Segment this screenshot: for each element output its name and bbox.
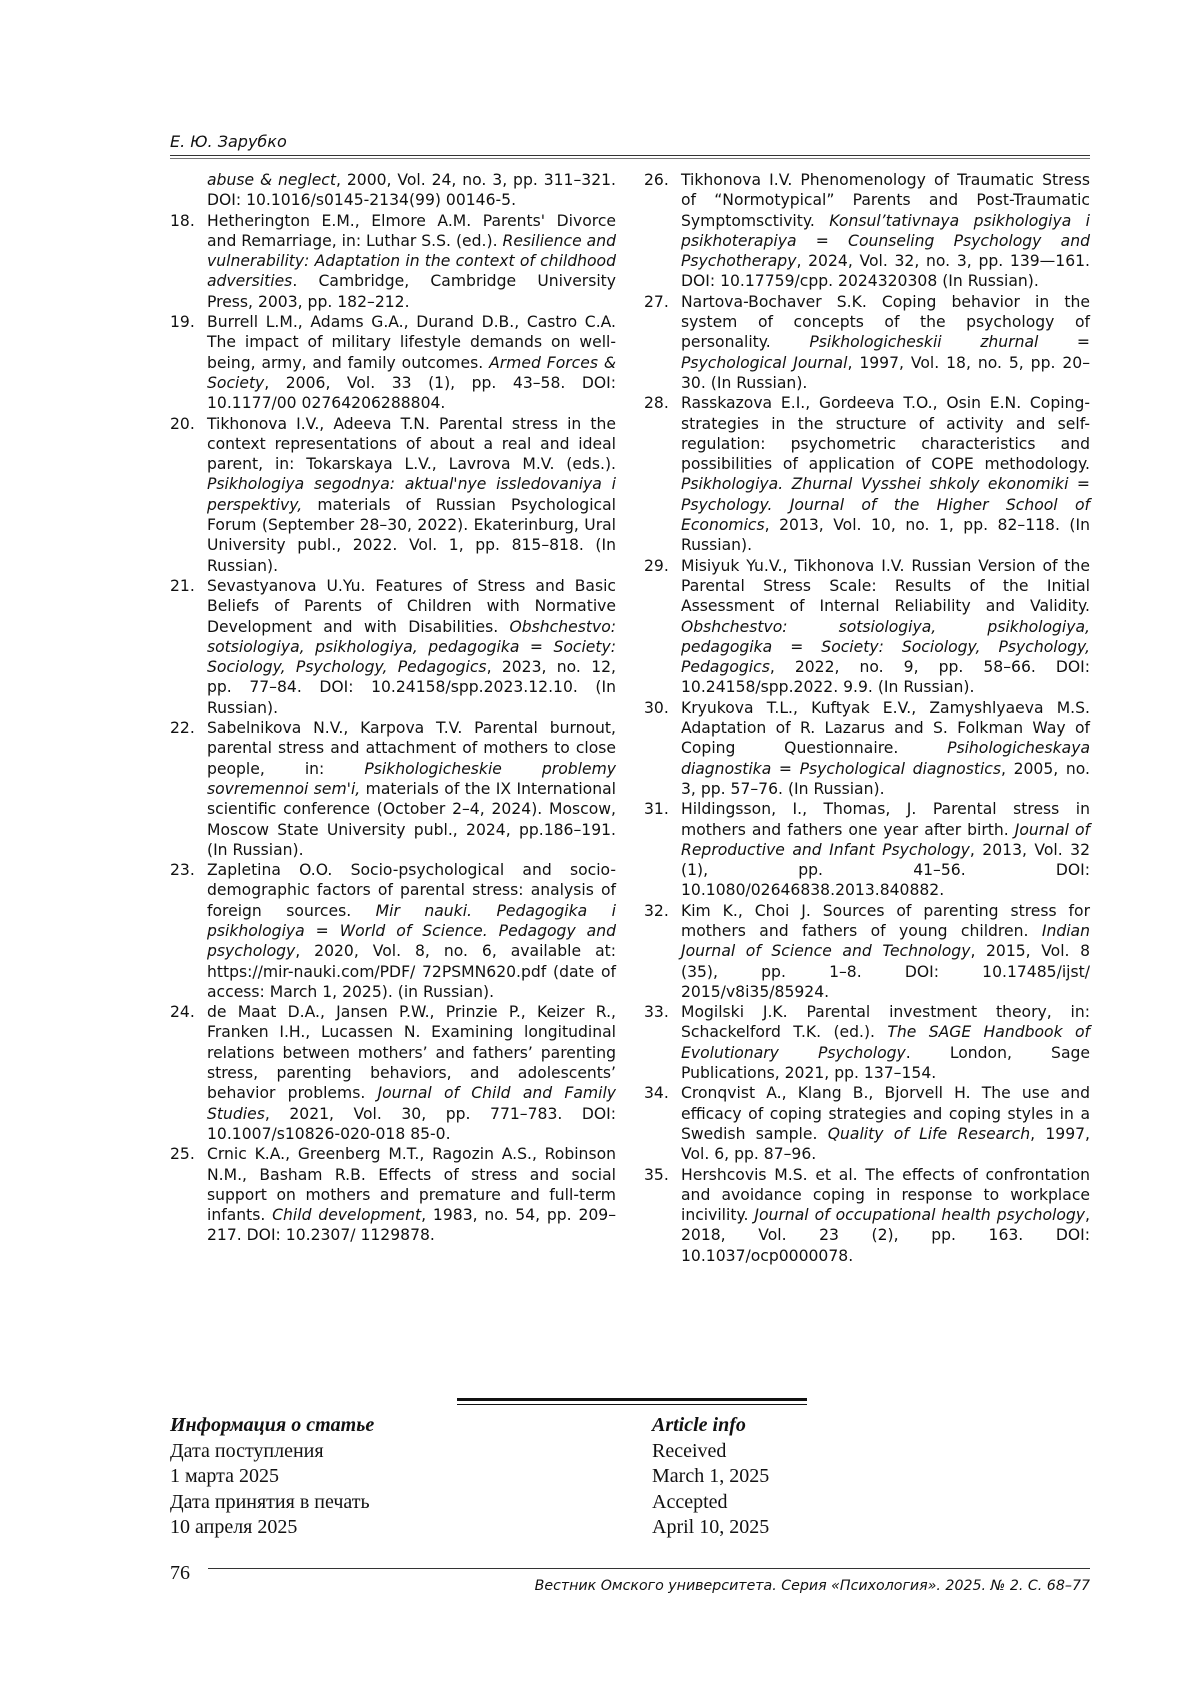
footer-journal-citation: Вестник Омского университета. Серия «Психология». 2025. № 2. С. 68–77 xyxy=(534,1578,1090,1594)
reference-text: , 2000, Vol. 24, no. 3, pp. 311–321. DOI: 10.1016/s0145-2134(99) 00146-5. xyxy=(207,171,616,210)
reference-item xyxy=(170,414,616,576)
reference-text: materials of Russian Psychological Forum (September 28–30, 2022). Ekaterinburg, Ural University publ., 2022. Vol. 1, pp. 815–818. (In Russian). xyxy=(207,495,616,575)
reference-text: , 1997, Vol. 18, no. 5, pp. 20–30. (In Russian). xyxy=(681,353,1090,392)
reference-text: Crnic K.A., Greenberg M.T., Ragozin A.S., Robinson N.M., Basham R.B. Effects of stress and social support on mothers and premature and full-term infants. xyxy=(207,1145,616,1225)
reference-text: , 1983, no. 54, pp. 209–217. DOI: 10.2307/ 1129878. xyxy=(207,1206,617,1245)
reference-text: Zapletina O.O. Socio-psychological and socio-demographic factors of parental stress: analysis of foreign sources. xyxy=(207,861,616,920)
reference-text: , 2005, no. 3, pp. 57–76. (In Russian). xyxy=(681,759,1090,798)
reference-source-title: Psihologicheskaya diagnostika = Psychological diagnostics xyxy=(681,739,1090,778)
reference-text: materials of the IX International scientific conference (October 2–4, 2024). Moscow, Moscow State University publ., 2024, pp.186–191. (In Russian). xyxy=(207,779,616,859)
reference-text: , 2013, Vol. 32 (1), pp. 41–56. DOI: 10.1080/02646838.2013.840882. xyxy=(681,840,1090,900)
received-label: Received xyxy=(652,1439,727,1462)
reference-text: , 1997, Vol. 6, pp. 87–96. xyxy=(681,1124,1090,1164)
section-separator-thin xyxy=(457,1404,807,1405)
reference-text: , 2024, Vol. 32, no. 3, pp. 139—161. DOI: 10.17759/cpp. 2024320308 (In Russian). xyxy=(681,252,1090,291)
accepted-date: 10 апреля 2025 xyxy=(170,1516,298,1538)
reference-item xyxy=(170,312,616,413)
reference-text: Mogilski J.K. Parental investment theory, in: Schackelford T.K. (ed.). xyxy=(681,1003,1090,1042)
reference-number: 32. xyxy=(644,901,669,920)
reference-text: de Maat D.A., Jansen P.W., Prinzie P., Keizer R., Franken I.H., Lucassen N. Examining longitudinal relations between mothers’ and fathers’ parenting stress, parenting behaviors, and adolescents’ behavior problems. xyxy=(207,1003,616,1103)
reference-number: 23. xyxy=(170,861,195,880)
reference-item xyxy=(644,556,1090,698)
reference-text: , 2018, Vol. 23 (2), pp. 163. DOI: 10.1037/ocp0000078. xyxy=(681,1206,1090,1265)
reference-text: , 2006, Vol. 33 (1), pp. 43–58. DOI: 10.1177/00 02764206288804. xyxy=(207,373,616,413)
reference-item xyxy=(644,799,1090,900)
reference-source-title: Psikhologiya. Zhurnal Vysshei shkoly ekonomiki = Psychology. Journal of the Higher School of Economics xyxy=(681,475,1090,535)
reference-text: Tikhonova I.V., Adeeva T.N. Parental stress in the context representations of about a real and ideal parent, in: Tokarskaya L.V., Lavrova M.V. (eds.). xyxy=(207,414,616,474)
reference-number: 31. xyxy=(644,800,669,819)
reference-source-title: Child development xyxy=(272,1206,422,1225)
header-rule-thin xyxy=(170,158,1090,159)
reference-source-title: Mir nauki. Pedagogika i psikhologiya = World of Science. Pedagogy and psychology xyxy=(207,901,616,961)
reference-item xyxy=(644,1002,1090,1083)
reference-text: Burrell L.M., Adams G.A., Durand D.B., Castro C.A. The impact of military lifestyle demands on well-being, army, and family outcomes. xyxy=(207,313,616,372)
reference-item xyxy=(644,393,1090,555)
reference-source-title: Psikhologicheskie problemy sovremennoi sem'i, xyxy=(207,759,616,798)
received-date: March 1, 2025 xyxy=(652,1465,770,1487)
reference-number: 28. xyxy=(644,394,669,413)
reference-item xyxy=(644,292,1090,393)
reference-text: Tikhonova I.V. Phenomenology of Traumatic Stress of “Normotypical” Parents and Post-Traumatic Symptomsctivity. xyxy=(681,171,1090,230)
reference-text: , 2022, no. 9, pp. 58–66. DOI: 10.24158/spp.2022. 9.9. (In Russian). xyxy=(681,658,1090,697)
reference-source-title: Resilience and vulnerability: Adaptation in the context of childhood adversities xyxy=(207,231,616,291)
reference-text: Cronqvist A., Klang B., Bjorvell H. The use and efficacy of coping strategies and coping styles in a Swedish sample. xyxy=(681,1084,1090,1143)
article-info-ru xyxy=(170,1413,374,1541)
reference-number: 30. xyxy=(644,698,669,717)
reference-text: , 2020, Vol. 8, no. 6, available at: https://mir-nauki.com/PDF/ 72PSMN620.pdf (date of access: March 1, 2025). (in Russian). xyxy=(207,942,616,1001)
reference-item xyxy=(644,170,1090,292)
reference-source-title: Obshchestvo: sotsiologiya, psikhologiya, pedagogika = Society: Sociology, Psychology, Pedagogics xyxy=(207,617,616,677)
reference-number: 19. xyxy=(170,313,195,332)
reference-text: , 2013, Vol. 10, no. 1, pp. 82–118. (In Russian). xyxy=(681,516,1090,555)
reference-item xyxy=(644,1083,1090,1164)
reference-text: Hildingsson, I., Thomas, J. Parental stress in mothers and fathers one year after birth. xyxy=(681,800,1090,839)
reference-source-title: Indian Journal of Science and Technology xyxy=(681,921,1090,961)
reference-text: Kim K., Choi J. Sources of parenting stress for mothers and fathers of young children. xyxy=(681,901,1090,940)
references-left-column xyxy=(170,170,616,1246)
reference-source-title: The SAGE Handbook of Evolutionary Psychology xyxy=(681,1023,1090,1062)
reference-number: 20. xyxy=(170,414,195,433)
reference-text: Hetherington E.M., Elmore A.M. Parents' Divorce and Remarriage, in: Luthar S.S. (ed.). xyxy=(207,211,616,250)
reference-item xyxy=(644,1165,1090,1266)
reference-item xyxy=(170,1144,616,1245)
footer-rule xyxy=(208,1568,1090,1569)
reference-number: 25. xyxy=(170,1145,195,1164)
received-date: 1 марта 2025 xyxy=(170,1465,279,1487)
reference-text: . Cambridge, Cambridge University Press, 2003, pp. 182–212. xyxy=(207,272,616,311)
reference-source-title: Obshchestvo: sotsiologiya, psikhologiya, pedagogika = Society: Sociology, Psychology, Pedagogics xyxy=(681,617,1090,677)
reference-item xyxy=(170,860,616,1002)
reference-source-title: Konsul’tativnaya psikhologiya i psikhoterapiya = Counseling Psychology and Psychotherapy xyxy=(681,211,1090,271)
reference-number: 24. xyxy=(170,1003,195,1022)
accepted-date: April 10, 2025 xyxy=(652,1516,770,1538)
reference-source-title: Psikhologiya segodnya: aktual'nye issledovaniya i perspektivy, xyxy=(207,475,616,514)
reference-text: . London, Sage Publications, 2021, pp. 137–154. xyxy=(681,1043,1090,1083)
article-info-en xyxy=(652,1413,769,1541)
reference-source-title: Journal of Child and Family Studies xyxy=(207,1084,616,1123)
reference-text: Kryukova T.L., Kuftyak E.V., Zamyshlyaeva M.S. Adaptation of R. Lazarus and S. Folkman Way of Coping Questionnaire. xyxy=(681,698,1090,758)
reference-number: 35. xyxy=(644,1165,669,1184)
reference-item xyxy=(644,901,1090,1002)
reference-number: 27. xyxy=(644,292,669,311)
reference-number: 18. xyxy=(170,211,195,230)
reference-text: , 2023, no. 12, pp. 77–84. DOI: 10.24158/spp.2023.12.10. (In Russian). xyxy=(207,658,616,717)
accepted-label: Accepted xyxy=(652,1490,728,1513)
reference-text: , 2021, Vol. 30, pp. 771–783. DOI: 10.1007/s10826-020-018 85-0. xyxy=(207,1104,616,1143)
reference-text: Sevastyanova U.Yu. Features of Stress and Basic Beliefs of Parents of Children with Normative Development and with Disabilities. xyxy=(207,576,616,636)
received-label: Дата поступления xyxy=(170,1439,324,1462)
reference-number: 34. xyxy=(644,1084,669,1103)
reference-number: 22. xyxy=(170,719,195,738)
reference-item xyxy=(170,170,616,211)
reference-text: Misiyuk Yu.V., Tikhonova I.V. Russian Version of the Parental Stress Scale: Results of the Initial Assessment of Internal Reliability and Validity. xyxy=(681,556,1090,616)
reference-text: Hershcovis M.S. et al. The effects of confrontation and avoidance coping in response to workplace incivility. xyxy=(681,1165,1090,1225)
reference-source-title: Journal of Reproductive and Infant Psychology xyxy=(681,820,1090,859)
reference-text: , 2015, Vol. 8 (35), pp. 1–8. DOI: 10.17485/ijst/ 2015/v8i35/85924. xyxy=(681,942,1090,1001)
reference-number: 29. xyxy=(644,556,669,575)
reference-source-title: Journal of occupational health psychology xyxy=(754,1206,1086,1225)
reference-text: Nartova-Bochaver S.K. Coping behavior in the system of concepts of the psychology of personality. xyxy=(681,292,1090,352)
accepted-label: Дата принятия в печать xyxy=(170,1490,370,1513)
reference-source-title: Psikhologicheskii zhurnal = Psychological Journal xyxy=(681,333,1090,372)
page-number: 76 xyxy=(170,1562,190,1584)
reference-item xyxy=(170,576,616,718)
reference-number: 26. xyxy=(644,171,669,189)
references-right-column xyxy=(644,170,1090,1266)
article-info-title: Информация о статье xyxy=(170,1414,375,1436)
reference-item xyxy=(170,718,616,860)
reference-text: Sabelnikova N.V., Karpova T.V. Parental burnout, parental stress and attachment of mothers to close people, in: xyxy=(207,719,616,778)
reference-number: 21. xyxy=(170,576,195,595)
section-separator xyxy=(457,1398,807,1401)
reference-item xyxy=(644,698,1090,799)
article-info-title: Article info xyxy=(652,1414,746,1436)
reference-item xyxy=(170,211,616,312)
reference-source-title: abuse & neglect xyxy=(207,171,336,189)
header-rule xyxy=(170,155,1090,156)
reference-number: 33. xyxy=(644,1003,669,1022)
reference-item xyxy=(170,1002,616,1144)
running-head-author: Е. Ю. Зарубко xyxy=(170,132,287,151)
reference-text: Rasskazova E.I., Gordeeva T.O., Osin E.N. Coping-strategies in the structure of activity and self-regulation: psychometric characteristics and possibilities of application of COPE methodology. xyxy=(681,394,1090,474)
reference-source-title: Armed Forces & Society xyxy=(207,353,616,392)
reference-source-title: Quality of Life Research xyxy=(827,1124,1031,1143)
